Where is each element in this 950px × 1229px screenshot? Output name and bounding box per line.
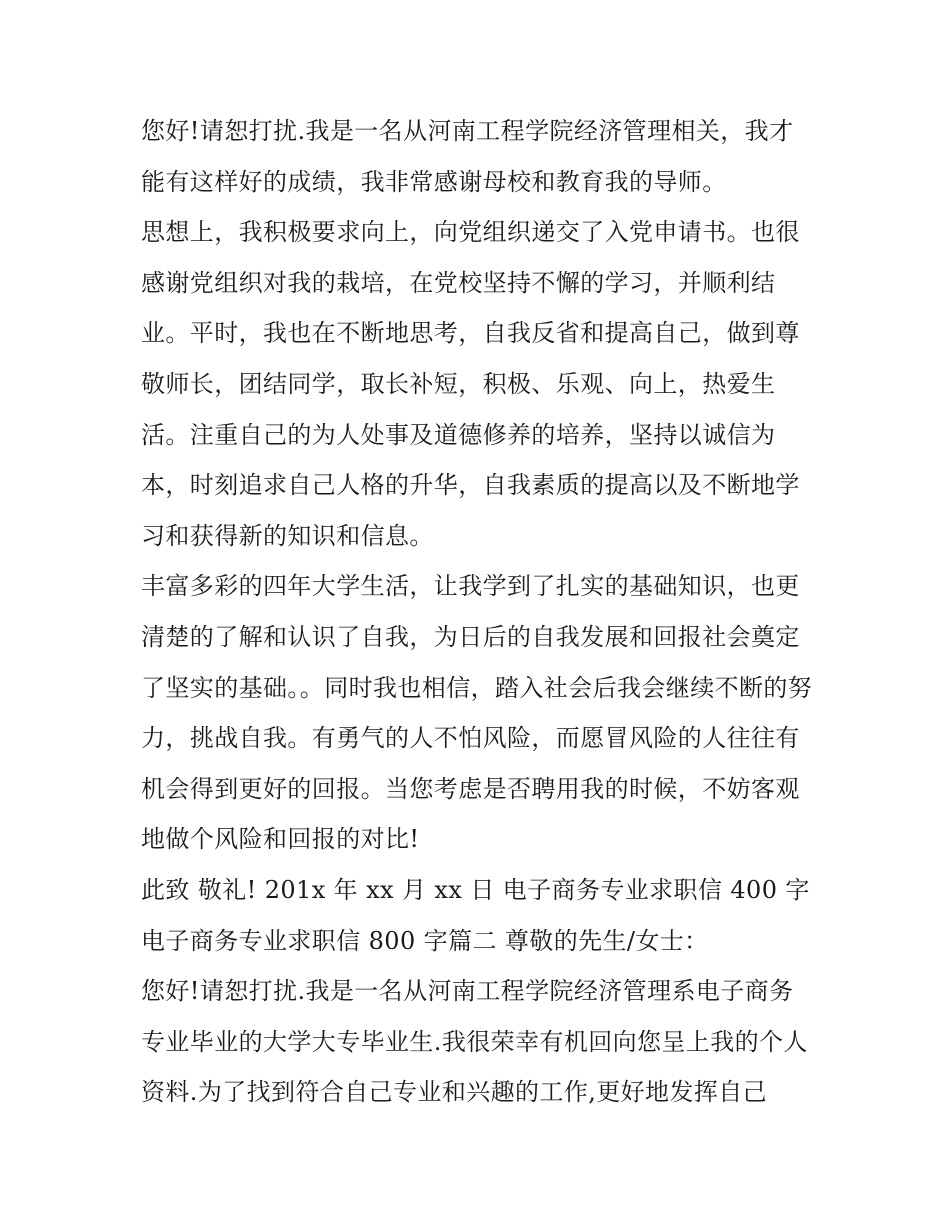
paragraph-ideology: 思想上，我积极要求向上，向党组织递交了入党申请书。也很感谢党组织对我的栽培，在党校坚持不懈的学习，并顺利结业。平时，我也在不断地思考，自我反省和提高自己，做到尊敬师长，团结同学，取长补短，积极、乐观、向上，热爱生活。注重自己的为人处事及道德修养的培养，坚持以诚信为本，时刻追求自己人格的升华，自我素质的提高以及不断地学习和获得新的知识和信息。 [141,218,800,550]
paragraph-closing-and-title: 此致 敬礼! 201x 年 xx 月 xx 日 电子商务专业求职信 400 字 电子商务专业求职信 800 字篇二 尊敬的先生/女士： [141,875,810,955]
paragraph-greeting: 您好!请恕打扰.我是一名从河南工程学院经济管理相关，我才能有这样好的成绩，我非常感谢母校和教育我的导师。 [141,117,794,196]
paragraph-university-life: 丰富多彩的四年大学生活，让我学到了扎实的基础知识，也更清楚的了解和认识了自我，为日后的自我发展和回报社会奠定了坚实的基础。。同时我也相信，踏入社会后我会继续不断的努力，挑战自我。有勇气的人不怕风险，而愿冒风险的人往往有机会得到更好的回报。当您考虑是否聘用我的时候，不妨客观地做个风险和回报的对比! [141,572,813,854]
document-body [141,106,813,1118]
paragraph-second-letter-intro: 您好!请恕打扰.我是一名从河南工程学院经济管理系电子商务专业毕业的大学大专毕业生.我很荣幸有机回向您呈上我的个人资料.为了找到符合自己专业和兴趣的工作,更好地发挥自己 [141,977,808,1107]
